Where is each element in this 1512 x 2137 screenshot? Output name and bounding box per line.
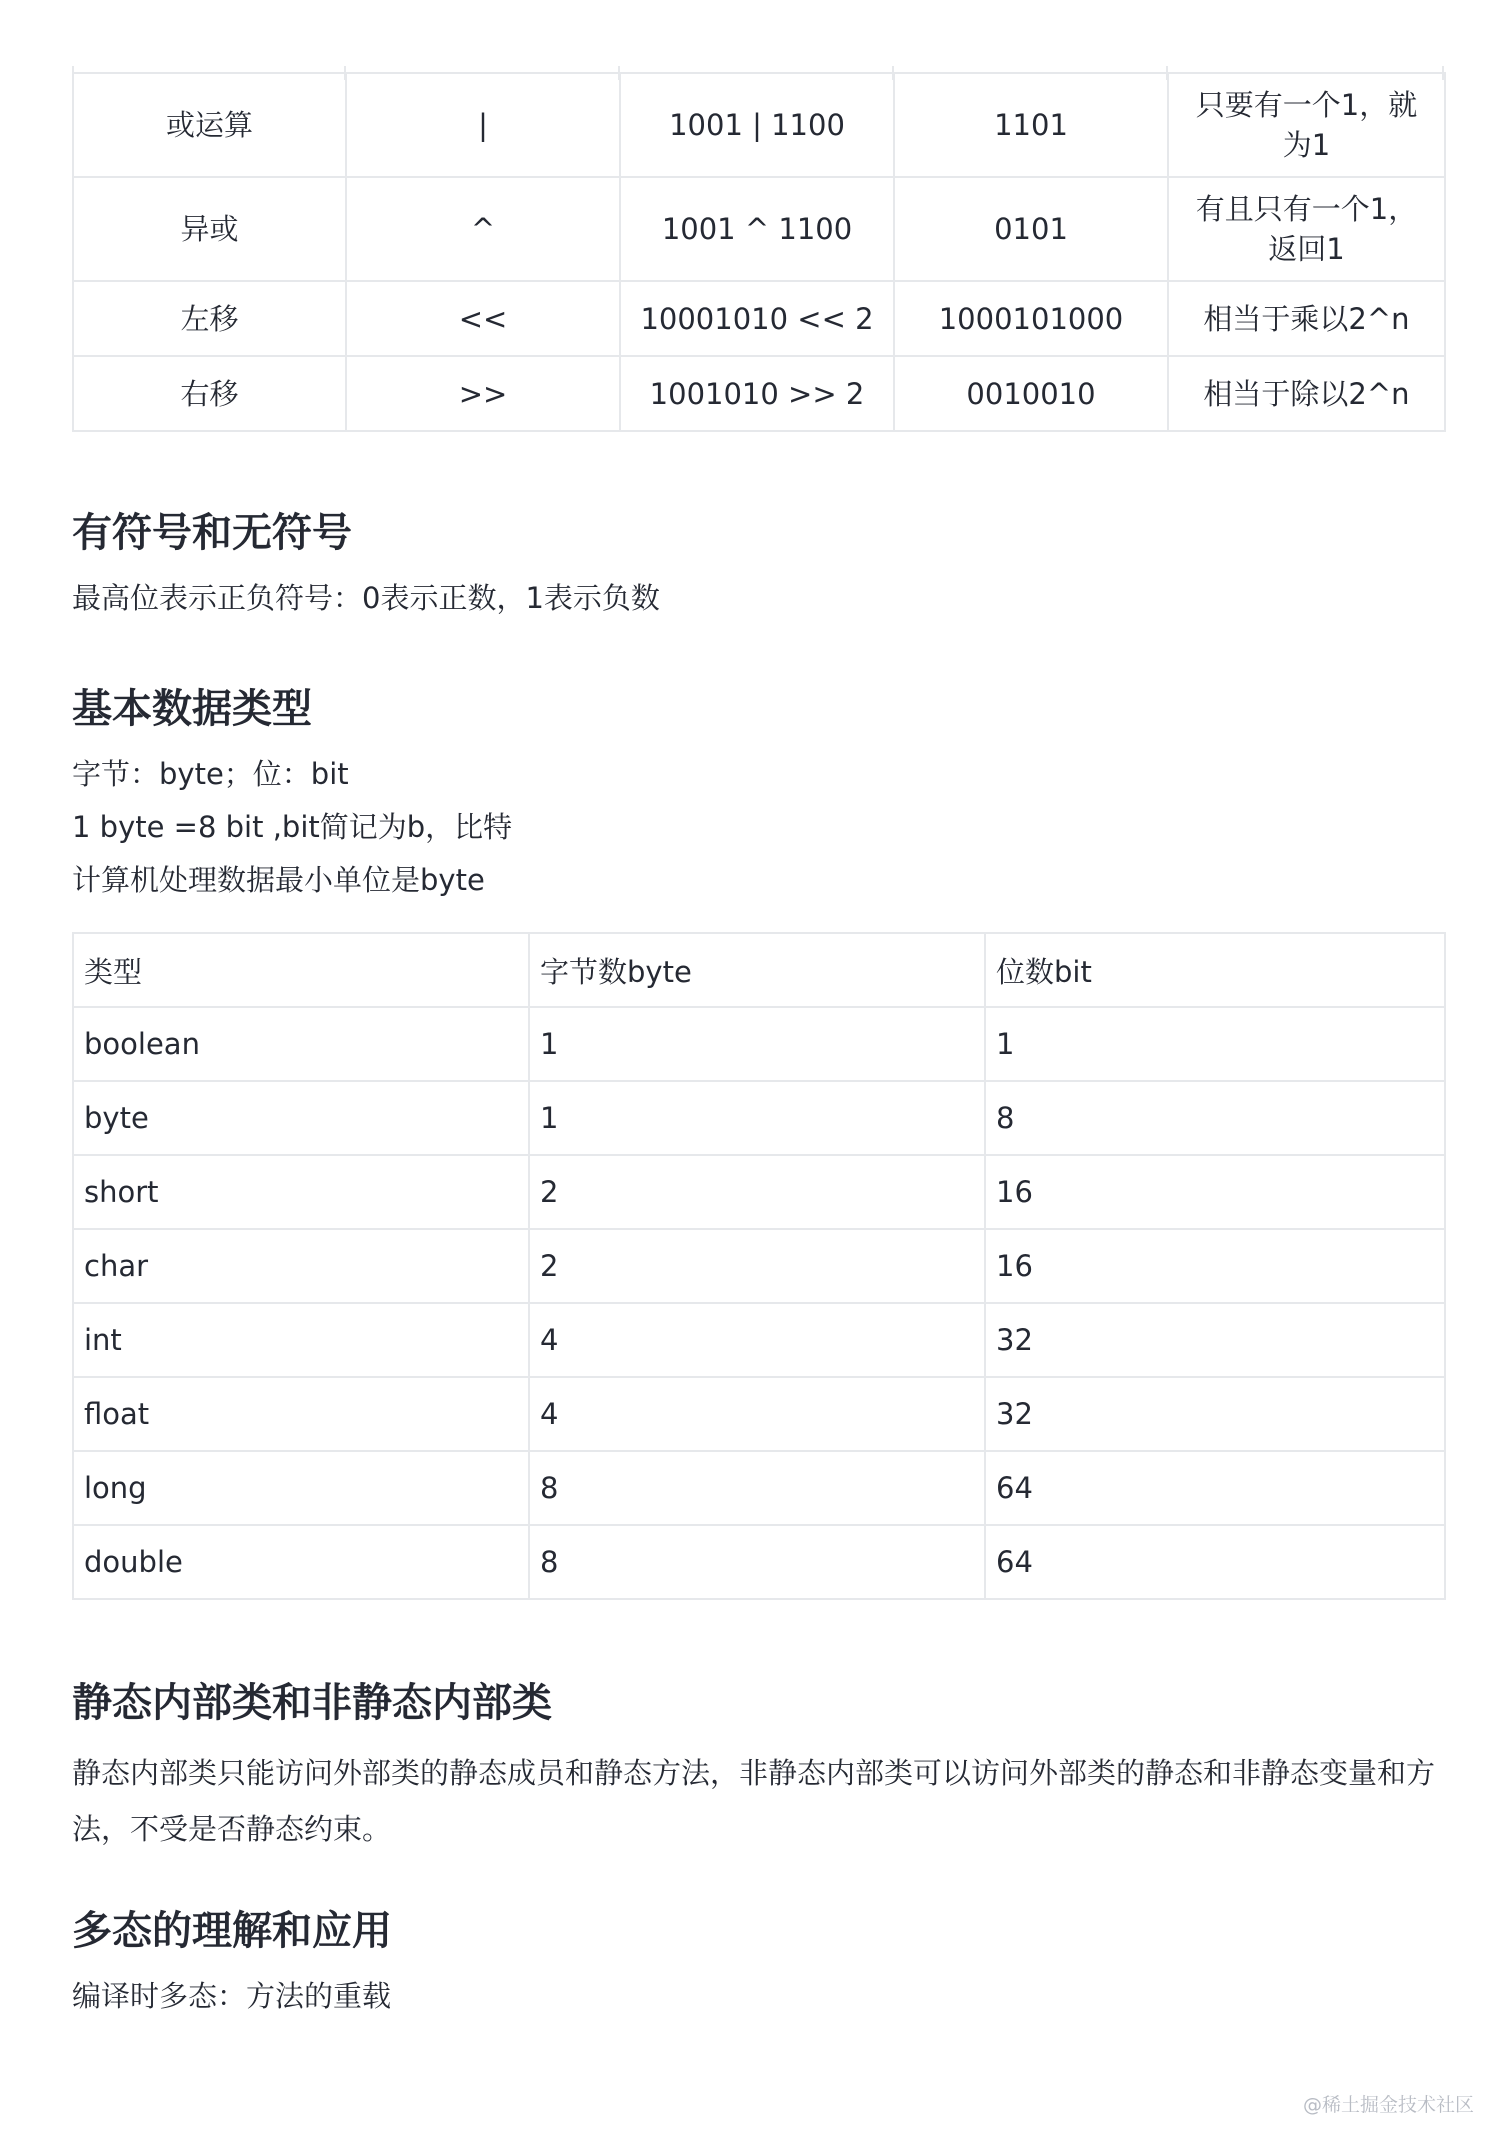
table-cell: 0010010 [894,356,1168,431]
table-cell: 2 [529,1229,985,1303]
table-cell: 2 [529,1155,985,1229]
table-row [73,177,1445,281]
table-row [73,1007,1445,1081]
table-row [73,1081,1445,1155]
table-cell: 左移 [73,281,346,356]
table-row [73,1525,1445,1599]
paragraph-polymorphism: 编译时多态：方法的重载 [72,1979,392,2013]
table-row [73,1303,1445,1377]
table-cell: >> [346,356,620,431]
table-cell: | [346,73,620,177]
table-cell: 右移 [73,356,346,431]
table-row [73,1155,1445,1229]
table-cell: 8 [529,1451,985,1525]
table-cell: 10001010 << 2 [620,281,894,356]
table-cell: 或运算 [73,73,346,177]
table-row [73,73,1445,177]
table-cell: boolean [73,1007,529,1081]
table-cell: 16 [985,1229,1445,1303]
table-cell: ^ [346,177,620,281]
table-cell: 相当于除以2^n [1168,356,1445,431]
paragraph-signed: 最高位表示正负符号：0表示正数，1表示负数 [72,581,660,615]
bit-operator-table [72,72,1446,432]
table-row [73,1451,1445,1525]
table-cell: short [73,1155,529,1229]
table-cell: 1101 [894,73,1168,177]
table-cell: 有且只有一个1，返回1 [1168,177,1445,281]
table-row [73,281,1445,356]
table-row [73,1377,1445,1451]
paragraph-inner-class: 静态内部类只能访问外部类的静态成员和静态方法，非静态内部类可以访问外部类的静态和非静态变量和方法，不受是否静态约束。 [72,1756,1436,1846]
column-header-type: 类型 [73,933,529,1007]
table-cell: float [73,1377,529,1451]
data-type-table [72,932,1446,1600]
paragraph-byte-bit: 字节：byte；位：bit [72,757,349,791]
table-cell: 8 [529,1525,985,1599]
table-header-row [73,933,1445,1007]
table-cell: 64 [985,1451,1445,1525]
table-cell: 1001 | 1100 [620,73,894,177]
table-cell: 32 [985,1377,1445,1451]
table-cell: 1001 ^ 1100 [620,177,894,281]
table-cell: 64 [985,1525,1445,1599]
table-cell: 0101 [894,177,1168,281]
paragraph-byte-definition: 1 byte =8 bit ,bit简记为b，比特 [72,810,513,844]
table-cell: 32 [985,1303,1445,1377]
section-heading-signed: 有符号和无符号 [72,510,352,556]
table-cell: double [73,1525,529,1599]
table-cell: << [346,281,620,356]
table-cell: int [73,1303,529,1377]
table-cell: 1 [529,1081,985,1155]
table-cell: 只要有一个1，就为1 [1168,73,1445,177]
table-row [73,356,1445,431]
table-cell: char [73,1229,529,1303]
table-cell: 8 [985,1081,1445,1155]
table-cell: 1001010 >> 2 [620,356,894,431]
table-cell: 1000101000 [894,281,1168,356]
table-cell: 16 [985,1155,1445,1229]
table-cell: byte [73,1081,529,1155]
watermark: @稀土掘金技术社区 [1302,2094,1474,2116]
section-heading-types: 基本数据类型 [72,686,312,732]
table-cell: 相当于乘以2^n [1168,281,1445,356]
table-cell: 4 [529,1377,985,1451]
column-header-bytes: 字节数byte [529,933,985,1007]
table-cell: 1 [985,1007,1445,1081]
section-heading-polymorphism: 多态的理解和应用 [72,1908,392,1954]
column-header-bits: 位数bit [985,933,1445,1007]
table-cell: long [73,1451,529,1525]
section-heading-inner-class: 静态内部类和非静态内部类 [72,1680,552,1726]
table-cell: 1 [529,1007,985,1081]
table-row [73,1229,1445,1303]
paragraph-min-unit: 计算机处理数据最小单位是byte [72,863,485,897]
table-cell: 异或 [73,177,346,281]
table-cell: 4 [529,1303,985,1377]
